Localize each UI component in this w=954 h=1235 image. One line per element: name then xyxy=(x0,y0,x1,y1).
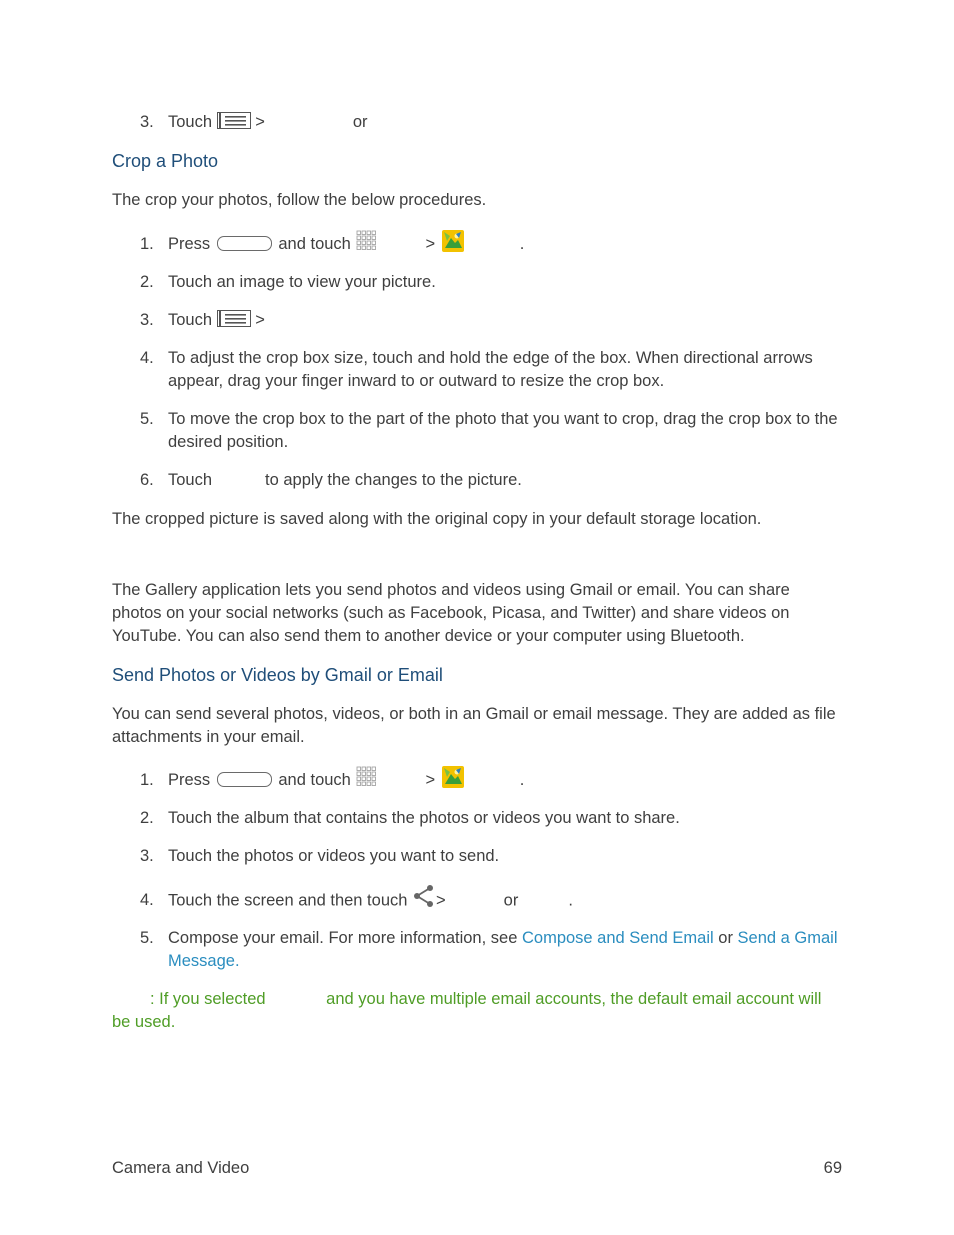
step-text: > xyxy=(255,113,265,131)
gallery-icon xyxy=(442,766,464,788)
step-number: 5. xyxy=(140,929,154,947)
step-text: > xyxy=(436,891,446,910)
step-text: Touch xyxy=(168,471,213,489)
step-text: to apply the changes to the picture. xyxy=(265,471,522,489)
step-number: 3. xyxy=(140,847,154,865)
step-number: 4. xyxy=(140,891,154,909)
step-number: 2. xyxy=(140,809,154,827)
home-button-icon xyxy=(217,236,272,251)
step-number: 6. xyxy=(140,471,154,489)
step-text: To move the crop box to the part of the photo that you want to crop, drag the crop box to the desired position. xyxy=(168,410,838,451)
home-button-icon xyxy=(217,772,272,787)
step-text: Touch xyxy=(168,113,213,131)
send-heading: Send Photos or Videos by Gmail or Email xyxy=(112,665,443,685)
step-text: Press xyxy=(168,771,211,789)
step-number: 3. xyxy=(140,311,154,329)
step-text: and touch xyxy=(278,235,351,253)
footer-chapter: Camera and Video xyxy=(112,1159,250,1177)
menu-icon xyxy=(217,112,251,129)
step-text: and touch xyxy=(278,771,351,789)
step-number: 5. xyxy=(140,410,154,428)
note-text: : If you selected xyxy=(150,990,266,1008)
step-text: Touch the screen and then touch xyxy=(168,891,408,910)
gallery-icon xyxy=(442,230,464,252)
send-intro: You can send several photos, videos, or both in an Gmail or email message. They are added as file attachments in your email. xyxy=(112,705,836,746)
step-text: . xyxy=(519,235,525,253)
share-intro: The Gallery application lets you send photos and videos using Gmail or email. You can share photos on your social networks (such as Facebook, Picasa, and Twitter) and share videos on YouTube. You can also send them to another device or your computer using Bluetooth. xyxy=(112,581,790,645)
footer-page-number: 69 xyxy=(823,1159,842,1177)
step-text: . xyxy=(519,771,525,789)
step-number: 3. xyxy=(140,113,154,131)
step-text: Press xyxy=(168,235,211,253)
note-text: and you have multiple email accounts, the default email account will be used. xyxy=(112,990,822,1031)
step-number: 2. xyxy=(140,273,154,291)
step-text: > xyxy=(425,771,436,789)
step-text: . xyxy=(568,891,573,910)
compose-send-email-link[interactable]: Compose and Send Email xyxy=(521,929,714,947)
menu-icon xyxy=(217,310,251,327)
step-text: or xyxy=(503,891,519,910)
step-number: 4. xyxy=(140,349,154,367)
crop-outro: The cropped picture is saved along with the original copy in your default storage location. xyxy=(112,510,762,528)
apps-grid-icon xyxy=(356,230,378,252)
step-text: Touch the album that contains the photos or videos you want to share. xyxy=(168,809,680,827)
step-text: > xyxy=(425,235,436,253)
link-period: . xyxy=(234,952,240,970)
step-text: or xyxy=(718,929,733,947)
step-text: Touch the photos or videos you want to send. xyxy=(168,847,500,865)
step-text: To adjust the crop box size, touch and hold the edge of the box. When directional arrows appear, drag your finger inward to or outward to resize the crop box. xyxy=(168,349,813,390)
step-number: 1. xyxy=(140,235,154,253)
send-gmail-message-link[interactable]: Send a Gmail Message xyxy=(168,929,838,970)
share-icon xyxy=(412,884,436,908)
step-text: or xyxy=(352,113,368,131)
crop-photo-heading: Crop a Photo xyxy=(112,151,219,171)
step-text: Touch an image to view your picture. xyxy=(168,273,436,291)
apps-grid-icon xyxy=(356,766,378,788)
step-text: Touch xyxy=(168,311,213,329)
crop-intro: The crop your photos, follow the below procedures. xyxy=(112,191,487,209)
step-text: > xyxy=(255,311,265,329)
note xyxy=(112,988,842,1034)
step-text: Compose your email. For more information, see xyxy=(168,929,518,947)
step-number: 1. xyxy=(140,771,154,789)
